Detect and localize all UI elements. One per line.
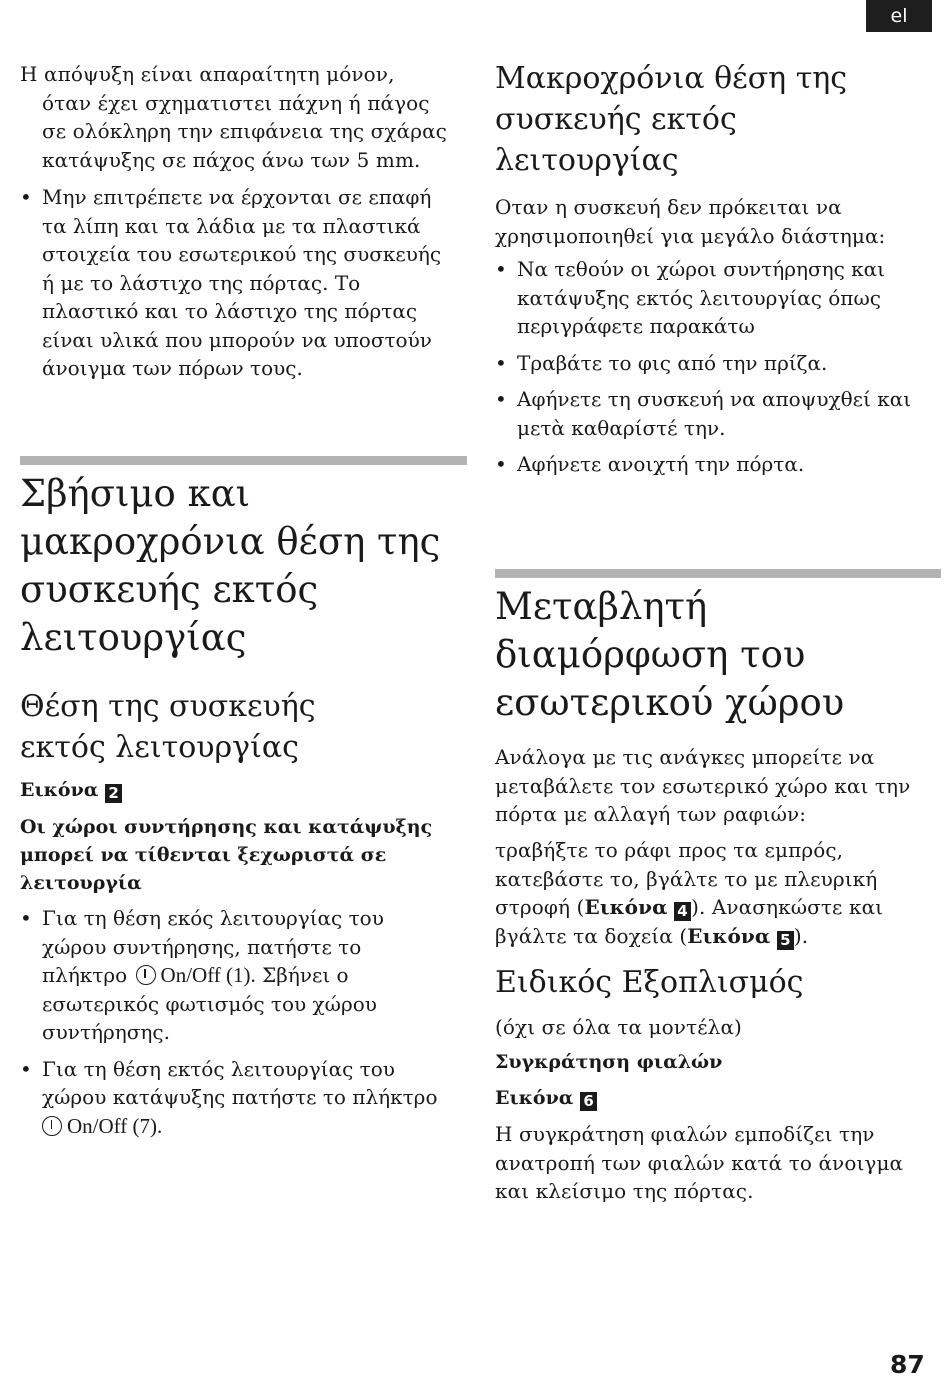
title-line: εκτός λειτουργίας — [20, 730, 299, 765]
title-line: Θέση της συσκευής — [20, 689, 316, 724]
bottle-holder-paragraph — [495, 1120, 943, 1206]
section-divider — [20, 456, 467, 465]
title-line: λειτουργίας — [20, 616, 247, 659]
figure-label: Εικόνα — [584, 895, 668, 919]
text-line: μπορεί να τίθενται ξεχωριστά σε — [20, 844, 387, 866]
text-line: περιγράφετε παρακάτω — [517, 314, 755, 338]
text-line: Αφήνετε ανοιχτή την πόρτα. — [517, 452, 805, 476]
title-line: συσκευής εκτός — [495, 102, 737, 137]
note-bold — [20, 813, 470, 897]
text-line: Σβήνει ο — [255, 963, 349, 987]
special-equipment-title: Ειδικός Εξοπλισμός — [495, 965, 804, 1000]
text-line: εσωτερικός φωτισμός του χώρου — [42, 991, 377, 1016]
figure-number-badge: 4 — [674, 902, 691, 921]
text-line: μεταβάλετε τον εσωτερικό χώρο και την — [495, 773, 911, 798]
text-line: στροφή ( — [495, 895, 585, 919]
text-line: στοιχεία του εσωτερικού της συσκευής — [42, 242, 442, 266]
text-line: Η συγκράτηση φιαλών εμποδίζει την — [495, 1122, 875, 1146]
text-line: Οταν η συσκευή δεν πρόκειται να — [495, 195, 842, 219]
text-line: Οι χώροι συντήρησης και κατάψυξης — [20, 816, 433, 838]
text-line: Να τεθούν οι χώροι συντήρησης και — [517, 257, 886, 281]
storage-intro — [495, 193, 943, 250]
text-line: τα λίπη και τα λάδια με τα πλαστικά — [42, 213, 421, 238]
text-line: συντήρησης. — [42, 1020, 170, 1044]
power-button-icon — [42, 1116, 62, 1136]
title-line: Μακροχρόνια θέση της — [495, 61, 848, 96]
text-line: και κλείσιμο της πόρτας. — [495, 1179, 754, 1203]
text-line: κατάψυξης εκτός λειτουργίας όπως — [517, 285, 881, 310]
text-line: πόρτα με αλλαγή των ραφιών: — [495, 802, 807, 826]
instruction-bullet-list — [20, 904, 470, 1140]
bottle-holder-heading: Συγκράτηση φιαλών — [495, 1051, 723, 1073]
figure-label: Εικόνα — [20, 779, 99, 801]
figure-label: Εικόνα — [687, 923, 771, 948]
text-line: Ανάλογα με τις ανάγκες μπορείτε να — [495, 745, 875, 769]
text-line: μετὰ καθαρίστέ την. — [517, 415, 726, 440]
text-line: χώρου κατάψυξης πατήστε το πλήκτρο — [42, 1085, 438, 1109]
text-line: είναι υλικά που μπορούν να υποστούν — [42, 327, 432, 352]
text-line: κατεβάστε το, βγάλτε το με πλευρική — [495, 866, 878, 891]
shelf-instructions — [495, 836, 943, 950]
button-name: On/Off (7). — [67, 1113, 163, 1138]
text-line: κατάψυξης σε πάχος άνω των 5 mm. — [42, 147, 421, 172]
text-line: ανατροπή των φιαλών κατά το άνοιγμα — [495, 1150, 904, 1175]
text-line: Για τη θέση εκτός λειτουργίας του — [42, 1056, 395, 1081]
figure-label: Εικόνα — [495, 1087, 574, 1109]
text-line: βγάλτε τα δοχεία ( — [495, 923, 688, 948]
title-line: εσωτερικού χώρου — [495, 681, 845, 724]
figure-number-badge: 2 — [105, 784, 122, 803]
section-divider — [495, 569, 941, 578]
title-line: διαμόρφωση του — [495, 633, 806, 676]
storage-bullet — [495, 450, 943, 479]
title-line: λειτουργίας — [495, 143, 679, 178]
figure-number-badge: 5 — [777, 931, 794, 950]
section-title — [20, 470, 470, 662]
warning-bullet-list — [20, 183, 470, 383]
title-line: μακροχρόνια θέση της — [20, 520, 441, 563]
storage-bullet — [495, 349, 943, 378]
variable-layout-title — [495, 583, 943, 727]
layout-paragraph — [495, 743, 943, 829]
intro-paragraph — [20, 60, 470, 174]
title-line: συσκευής εκτός — [20, 568, 319, 611]
figure-number-badge: 6 — [580, 1092, 597, 1111]
power-button-icon — [136, 965, 156, 985]
models-note: (όχι σε όλα τα μοντέλα) — [495, 1015, 742, 1039]
text-line: ). — [793, 923, 809, 948]
text-line: άνοιγμα των πόρων τους. — [42, 356, 303, 380]
text-line: ή με το λάστιχο της πόρτας. Το — [42, 270, 361, 295]
text-line: Τραβάτε το φις από την πρίζα. — [517, 350, 828, 375]
text-line: σε ολόκληρη την επιφάνεια της σχάρας — [42, 119, 447, 143]
text-line: λειτουργία — [20, 872, 142, 894]
instruction-bullet — [20, 1055, 470, 1141]
figure-reference — [495, 1084, 597, 1112]
text-line: πλαστικό και το λάστιχο της πόρτας — [42, 299, 418, 323]
text-line: χρησιμοποιηθεί για μεγάλο διάστημα: — [495, 223, 886, 248]
text-line: Η απόψυξη είναι απαραίτητη μόνον, — [20, 62, 395, 86]
instruction-bullet — [20, 904, 470, 1047]
language-tab: el — [866, 0, 932, 32]
storage-bullet — [495, 385, 943, 442]
text-line: όταν έχει σχηματιστει πάχνη ή πάγος — [42, 90, 430, 115]
page-number: 87 — [890, 1350, 925, 1379]
warning-bullet — [20, 183, 470, 383]
subsection-title — [20, 686, 470, 768]
button-name: On/Off (1). — [160, 963, 256, 987]
text-line: Μην επιτρέπετε να έρχονται σε επαφή — [42, 185, 432, 209]
text-line: τραβήξτε το ράφι προς τα εμπρός, — [495, 838, 844, 862]
figure-reference — [20, 776, 122, 804]
text-line: ). Ανασηκώστε και — [691, 895, 884, 919]
title-line: Σβήσιμο και — [20, 472, 251, 515]
text-line: Για τη θέση εκός λειτουργίας του — [42, 906, 384, 930]
storage-bullet-list — [495, 255, 943, 479]
title-line: Μεταβλητή — [495, 585, 708, 628]
text-line: Αφήνετε τη συσκευή να αποψυχθεί και — [517, 387, 912, 411]
text-line: πλήκτρο — [42, 963, 128, 987]
storage-title — [495, 58, 943, 181]
text-line: χώρου συντήρησης, πατήστε το — [42, 934, 362, 959]
storage-bullet — [495, 255, 943, 341]
